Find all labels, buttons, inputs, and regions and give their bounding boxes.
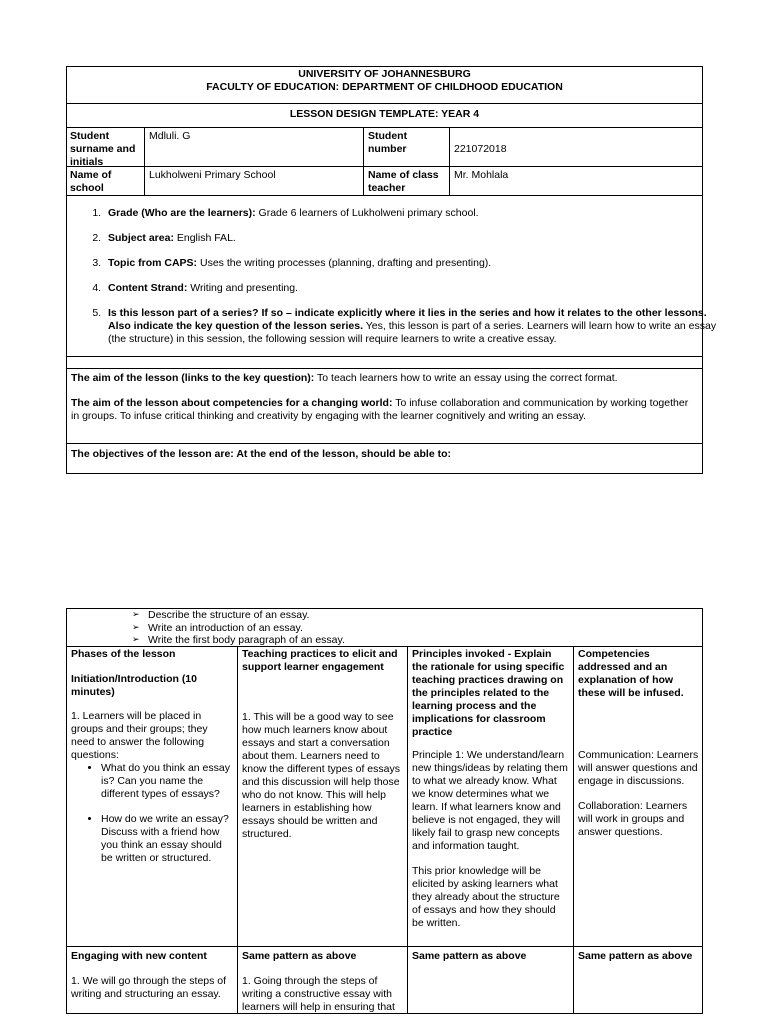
column-header-teaching: Teaching practices to elicit and support learner engagement (242, 648, 398, 673)
competency-text: Collaboration: Learners will work in groups and answer questions. (578, 800, 688, 838)
divider (66, 166, 703, 167)
phase-title: Initiation/Introduction (10 minutes) (71, 673, 197, 698)
competency-aim: The aim of the lesson about competencies for a changing world: To infuse collaboration and communication by working together in groups. To infuse critical thinking and creativity by engaging with the learner cognitively and writing an essay. (71, 397, 689, 422)
competencies-cell (578, 749, 700, 839)
divider (66, 127, 703, 128)
student-number-label: Student number (368, 130, 408, 155)
student-number-value: 221072018 (454, 143, 507, 155)
list-item: ➢ Write the first body paragraph of an essay. (132, 634, 692, 647)
list-item: 2. Subject area: English FAL. (104, 232, 724, 245)
list-item: 1. Grade (Who are the learners): Grade 6 learners of Lukholweni primary school. (104, 207, 724, 220)
school-label: Name of school (70, 169, 112, 194)
faculty-name: FACULTY OF EDUCATION: DEPARTMENT OF CHILDHOOD EDUCATION (206, 81, 563, 93)
principles-cell (412, 749, 570, 930)
list-item: ➢ Write an introduction of an essay. (132, 622, 692, 635)
question-list (71, 762, 233, 865)
list-item: • How do we write an essay? Discuss with a friend how you think an essay should be written or structured. (101, 813, 233, 865)
competency-text: Communication: Learners will answer questions and engage in discussions. (578, 749, 699, 787)
principles-cell-2: Same pattern as above (412, 950, 527, 962)
school-value: Lukholweni Primary School (149, 169, 276, 181)
phase-text: 1. We will go through the steps of writing and structuring an essay. (71, 975, 227, 1000)
column-header-competencies: Competencies addressed and an explanation of how these will be infused. (578, 648, 684, 699)
phase-title: Engaging with new content (71, 950, 207, 962)
competencies-cell-2: Same pattern as above (578, 950, 693, 962)
divider (237, 646, 238, 1014)
list-item: • What do you think an essay is? Can you name the different types of essays? (101, 762, 233, 801)
student-label: Student surname and initials (70, 130, 136, 168)
column-header-phases: Phases of the lesson (71, 648, 176, 660)
teaching-cell: 1. This will be a good way to see how much learners know about essays and start a conversation about them. Learners need to know the different types of essays and this discussion will help those who do not know. This will help learners in establishing how essays should be written and structured. (242, 711, 400, 840)
divider (449, 127, 450, 195)
divider (573, 646, 574, 1014)
template-title: LESSON DESIGN TEMPLATE: YEAR 4 (289, 108, 480, 120)
lesson-aim: The aim of the lesson (links to the key question): To teach learners how to write an essay using the correct format. (71, 372, 618, 384)
divider (66, 195, 703, 196)
list-item: 4. Content Strand: Writing and presenting. (104, 282, 724, 295)
objectives-label: The objectives of the lesson are: At the end of the lesson, should be able to: (71, 448, 451, 460)
student-value: Mdluli. G (149, 130, 191, 142)
teaching-cell-2 (242, 950, 404, 1014)
teaching-text: 1. Going through the steps of writing a constructive essay with learners will help in ensuring that (242, 975, 395, 1013)
lesson-details-list (66, 207, 724, 358)
teacher-value: Mr. Mohlala (454, 169, 509, 181)
principle-text: Principle 1: We understand/learn new things/ideas by relating them to what we already know. What we know determines what we learn. If what learners know and believe is not engaged, they will likely fail to grasp new concepts and information taught. (412, 749, 568, 852)
phase-text: 1. Learners will be placed in groups and their groups; they need to answer the following questions: (71, 710, 208, 761)
teaching-title: Same pattern as above (242, 950, 357, 962)
divider (66, 946, 703, 947)
divider (144, 127, 145, 195)
phase-cell-initiation (71, 673, 233, 877)
column-header-principles: Principles invoked - Explain the rationale for using specific teaching practices drawing on the principles related to the learning process and the implications for classroom practice (412, 648, 565, 738)
university-name: UNIVERSITY OF JOHANNESBURG (298, 68, 471, 80)
list-item: ➢ Describe the structure of an essay. (132, 609, 692, 622)
list-item: 5. Is this lesson part of a series? If so – indicate explicitly where it lies in the series and how it relates to the other lessons. Also indicate the key question of the lesson series. Yes, this lesson is part of a series. Learners will learn how to write an essay (the structure) in this session, the following session will require learners to write a creative essay. (104, 307, 724, 346)
divider (66, 443, 703, 444)
divider (363, 127, 364, 195)
principle-text: This prior knowledge will be elicited by asking learners what they already about the structure of essays and how they should be written. (412, 865, 560, 929)
objectives-list (132, 609, 692, 647)
divider (66, 103, 703, 104)
teacher-label: Name of class teacher (368, 169, 439, 194)
list-item: 3. Topic from CAPS: Uses the writing processes (planning, drafting and presenting). (104, 257, 724, 270)
divider (407, 646, 408, 1014)
divider (66, 368, 703, 369)
phase-cell-engaging (71, 950, 233, 1001)
